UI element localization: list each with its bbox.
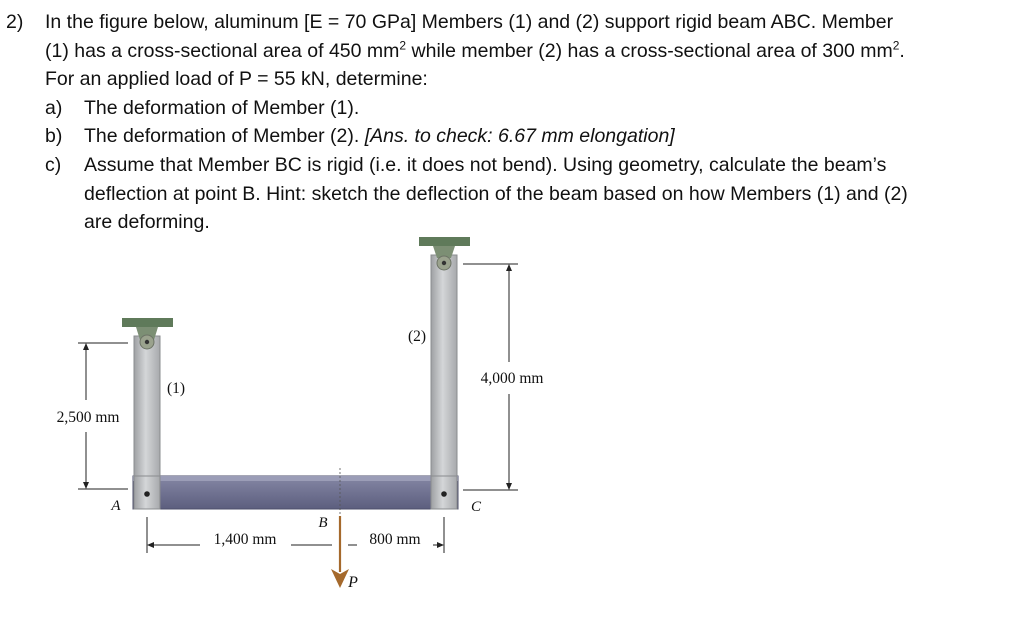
part-c-text-line-2: deflection at point B. Hint: sketch the deflection of the beam based on how Members (1) and (2)	[84, 182, 908, 205]
part-b-question: The deformation of Member (2).	[84, 125, 365, 148]
dim-bc-label: 800 mm	[369, 531, 421, 548]
beam-top-face	[133, 476, 458, 481]
part-c-label: c)	[45, 153, 62, 176]
member-2	[431, 255, 457, 509]
pin-2-top-center	[442, 261, 446, 265]
dim-member-2-label: 4,000 mm	[480, 370, 544, 387]
part-a-label: a)	[45, 96, 63, 119]
part-b-label: b)	[45, 125, 63, 148]
pin-1-top-center	[145, 340, 149, 344]
point-c-label: C	[470, 499, 482, 515]
part-c-text-line-1: Assume that Member BC is rigid (i.e. it does not bend). Using geometry, calculate the beam’s	[84, 153, 887, 176]
period: .	[899, 39, 905, 62]
pin-c-icon	[441, 491, 447, 497]
member-2-label: (2)	[407, 328, 427, 345]
part-a-text: The deformation of Member (1).	[84, 96, 360, 119]
area-member2-text: while member (2) has a cross-sectional area of 300 mm	[406, 39, 893, 62]
support-1	[122, 318, 173, 327]
superscript-2: 2	[892, 38, 900, 53]
pin-a-icon	[144, 491, 150, 497]
dim-member-1-label: 2,500 mm	[56, 409, 120, 426]
point-a-label: A	[111, 498, 121, 514]
superscript-2: 2	[399, 38, 407, 53]
support-2	[419, 237, 470, 246]
member-1-label: (1)	[166, 380, 186, 397]
part-b-answer: [Ans. to check: 6.67 mm elongation]	[364, 125, 675, 148]
point-b-label: B	[318, 515, 328, 531]
problem-text-line-3: For an applied load of P = 55 kN, determine:	[45, 68, 428, 91]
problem-text-line-1: In the figure below, aluminum [E = 70 GPa] Members (1) and (2) support rigid beam ABC. Member	[45, 11, 894, 33]
dim-ab-label: 1,400 mm	[213, 531, 277, 548]
problem-number: 2)	[6, 11, 24, 33]
area-member1-text: (1) has a cross-sectional area of 450 mm	[45, 39, 400, 62]
load-label: P	[348, 574, 358, 591]
part-c-text-line-3: are deforming.	[84, 211, 210, 234]
